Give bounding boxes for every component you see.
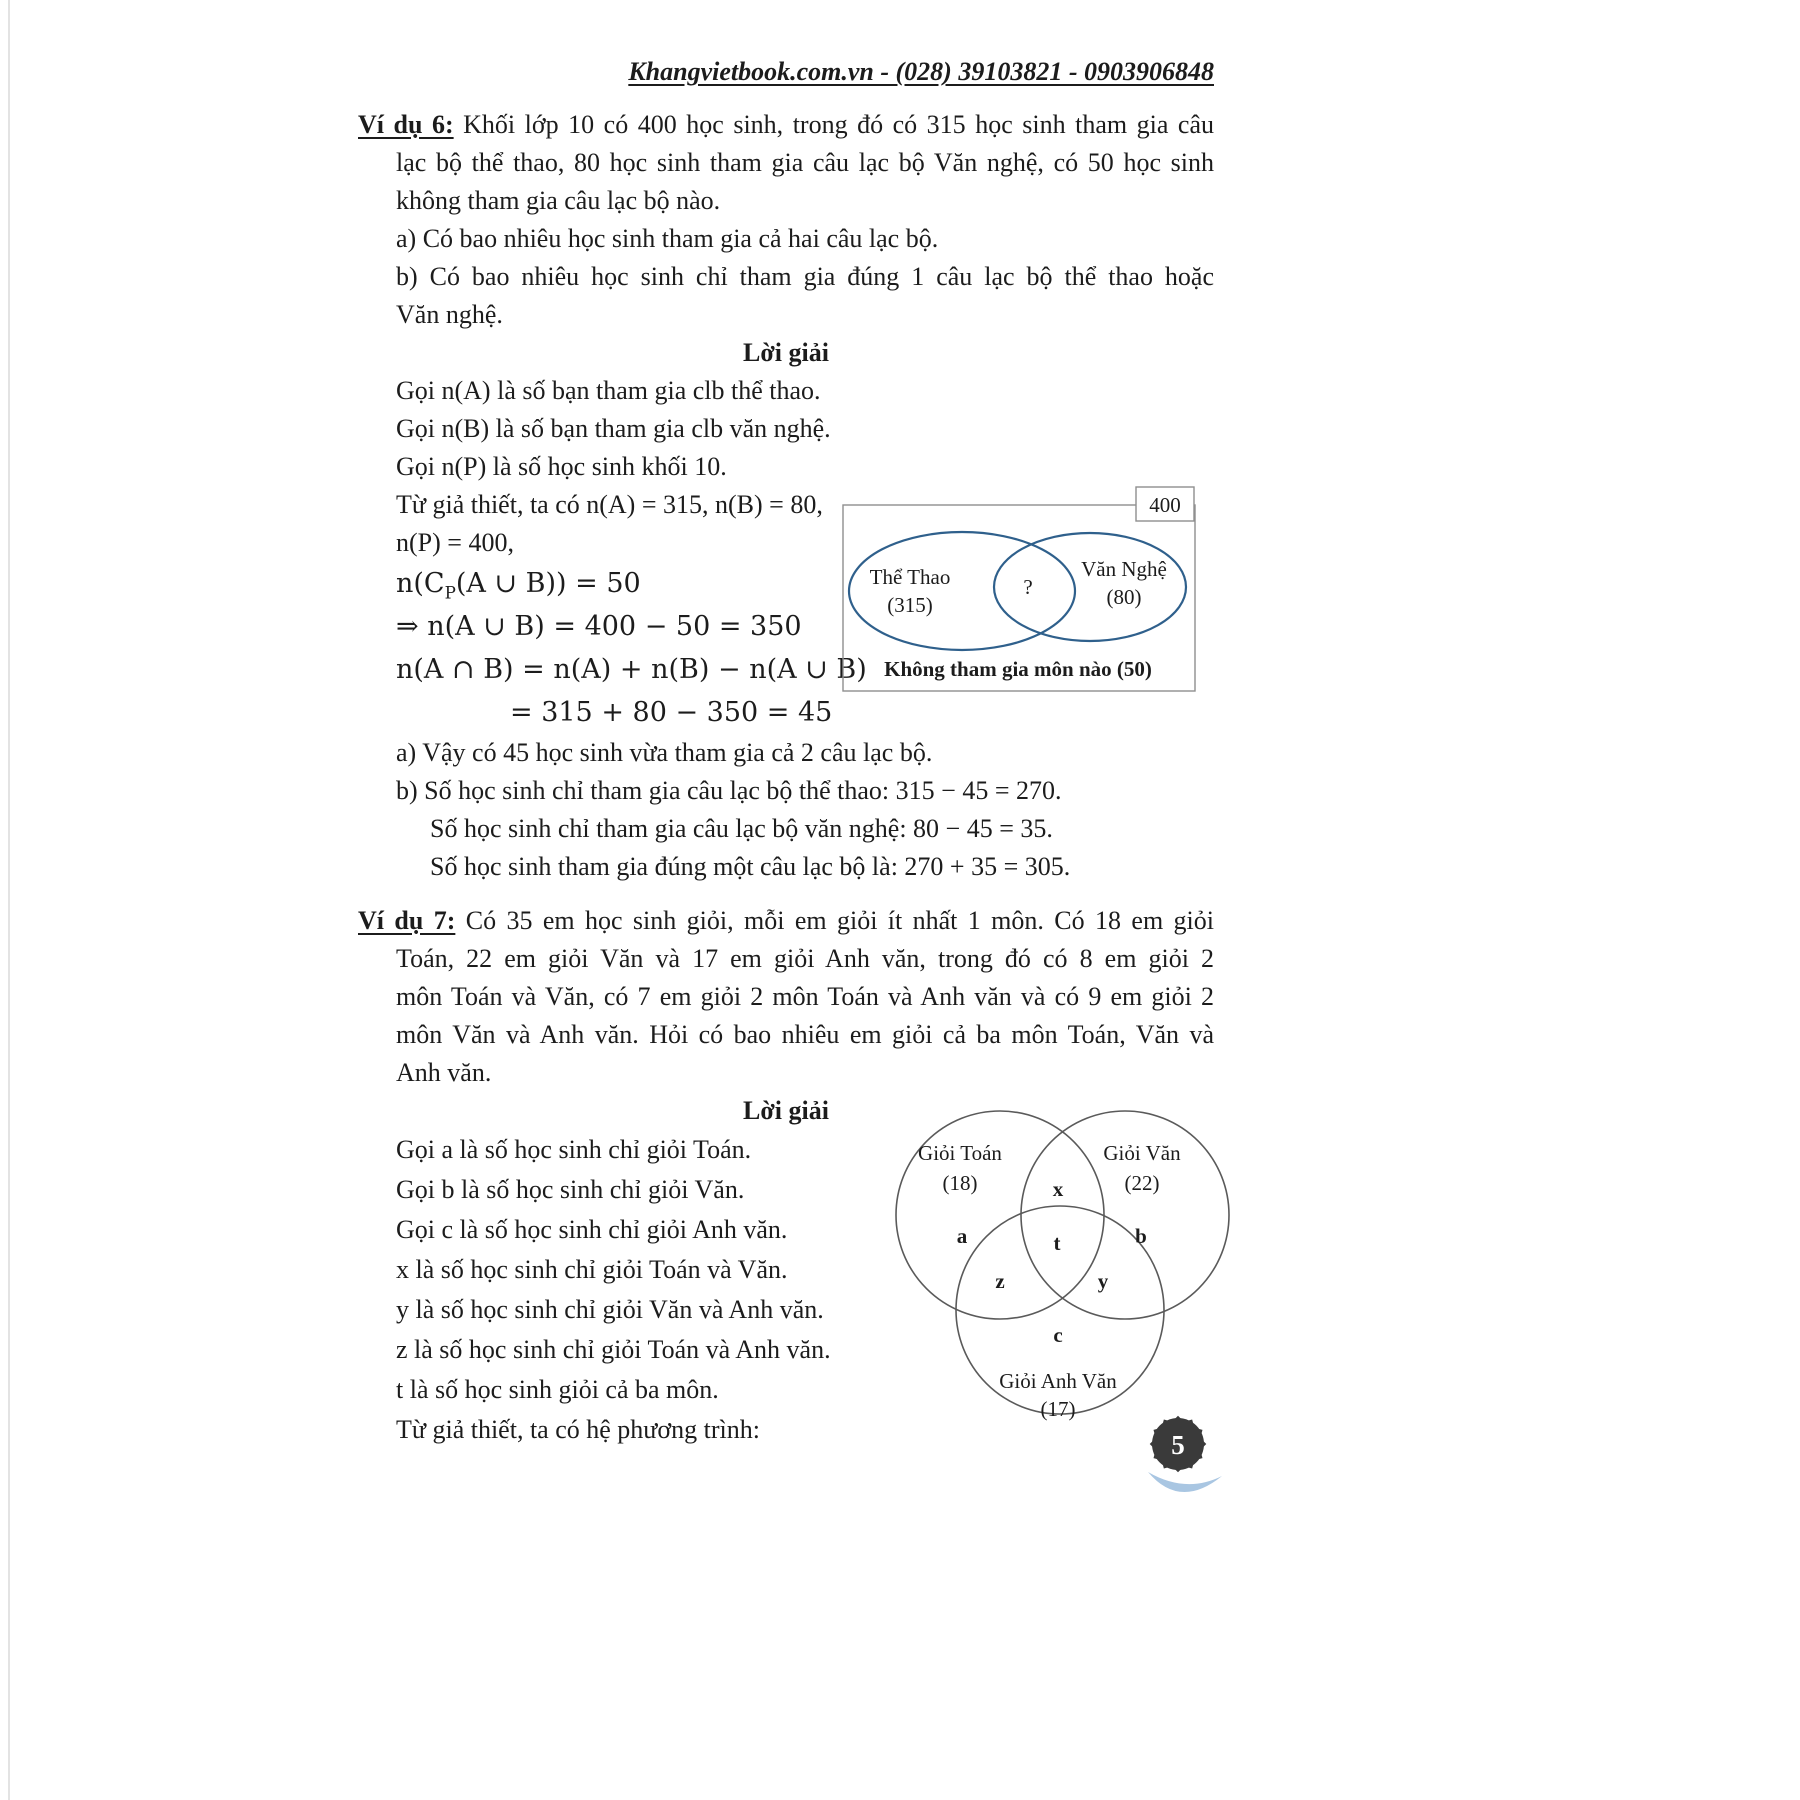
page-header <box>358 52 1214 92</box>
venn2-region-t: t <box>1053 1231 1061 1255</box>
example7-solution-line-8: Từ giả thiết, ta có hệ phương trình: <box>396 1415 760 1444</box>
example6-question-a: a) Có bao nhiêu học sinh tham gia cả hai câu lạc bộ. <box>396 224 939 253</box>
badge-swoosh <box>1148 1472 1222 1492</box>
example6-solution-line-1: Gọi n(A) là số bạn tham gia clb thể thao. <box>396 376 821 405</box>
example7-solution-line-4: x là số học sinh chỉ giỏi Toán và Văn. <box>396 1255 788 1284</box>
example6-answer-a: a) Vậy có 45 học sinh vừa tham gia cả 2 câu lạc bộ. <box>396 738 933 767</box>
page-number-badge <box>1138 1408 1234 1512</box>
venn1-sport-value: (315) <box>887 593 933 617</box>
example7-line-2: Toán, 22 em giỏi Văn và 17 em giỏi Anh văn, trong đó có 8 em giỏi 2 <box>396 944 1214 973</box>
venn2-region-b: b <box>1135 1224 1147 1248</box>
example6-question-b-2: Văn nghệ. <box>396 300 503 329</box>
example6-answer-b-1: b) Số học sinh chỉ tham gia câu lạc bộ thể thao: 315 − 45 = 270. <box>396 776 1062 805</box>
example6-answer-b-2: Số học sinh chỉ tham gia câu lạc bộ văn nghệ: 80 − 45 = 35. <box>430 814 1053 843</box>
example6-math-4: = 315 + 80 − 350 = 45 <box>510 697 833 728</box>
math1-pre: n(C <box>396 568 445 599</box>
example6-math-3: n(A ∩ B) = n(A) + n(B) − n(A ∪ B) <box>396 654 867 685</box>
example6-line-2: lạc bộ thể thao, 80 học sinh tham gia câu lạc bộ Văn nghệ, có 50 học sinh <box>396 148 1214 177</box>
venn1-total-value: 400 <box>1149 493 1181 517</box>
venn1-sport-label: Thể Thao <box>869 565 951 589</box>
venn2-literature-value: (22) <box>1124 1171 1160 1195</box>
venn2-region-a: a <box>956 1224 968 1248</box>
venn-diagram-two-sets <box>838 484 1202 696</box>
venn-diagram-three-sets <box>876 1100 1236 1432</box>
venn1-arts-label: Văn Nghệ <box>1081 557 1167 581</box>
example6-math-2: ⇒ n(A ∪ B) = 400 − 50 = 350 <box>396 611 802 642</box>
example7-solution-line-5: y là số học sinh chỉ giỏi Văn và Anh văn. <box>396 1295 824 1324</box>
example7-line-1 <box>358 902 1214 940</box>
venn1-sport-ellipse <box>849 532 1075 650</box>
venn2-region-z: z <box>995 1269 1005 1293</box>
example6-solution-line-5: n(P) = 400, <box>396 528 514 557</box>
example6-question-b-1: b) Có bao nhiêu học sinh chỉ tham gia đúng 1 câu lạc bộ thể thao hoặc <box>396 262 1214 291</box>
example7-solution-line-6: z là số học sinh chỉ giỏi Toán và Anh văn. <box>396 1335 831 1364</box>
venn2-literature-label: Giỏi Văn <box>1103 1141 1181 1165</box>
example7-line-4: môn Văn và Anh văn. Hỏi có bao nhiêu em giỏi cả ba môn Toán, Văn và <box>396 1020 1214 1049</box>
example7-solution-line-1: Gọi a là số học sinh chỉ giỏi Toán. <box>396 1135 752 1164</box>
example7-solution-line-2: Gọi b là số học sinh chỉ giỏi Văn. <box>396 1175 745 1204</box>
venn2-region-c: c <box>1053 1323 1063 1347</box>
example6-solution-line-2: Gọi n(B) là số bạn tham gia clb văn nghệ. <box>396 414 831 443</box>
example6-solution-line-4: Từ giả thiết, ta có n(A) = 315, n(B) = 80, <box>396 490 823 519</box>
page-edge-line <box>8 0 10 1800</box>
example6-answer-b-3: Số học sinh tham gia đúng một câu lạc bộ là: 270 + 35 = 305. <box>430 852 1071 881</box>
example6-solution-title: Lời giải <box>743 338 829 367</box>
math1-subscript: P <box>444 582 456 603</box>
example7-label: Ví dụ 7: <box>358 906 456 935</box>
example7-solution-line-3: Gọi c là số học sinh chỉ giỏi Anh văn. <box>396 1215 788 1244</box>
venn2-math-label: Giỏi Toán <box>918 1141 1002 1165</box>
venn2-english-value: (17) <box>1040 1397 1076 1421</box>
example7-line-5: Anh văn. <box>396 1058 492 1087</box>
example7-line-3: môn Toán và Văn, có 7 em giỏi 2 môn Toán và Anh văn và có 9 em giỏi 2 <box>396 982 1214 1011</box>
venn1-arts-value: (80) <box>1106 585 1142 609</box>
math1-post: (A ∪ B)) = 50 <box>455 568 641 599</box>
venn2-region-x: x <box>1052 1177 1064 1201</box>
example7-line-1-text: Có 35 em học sinh giỏi, mỗi em giỏi ít nhất 1 môn. Có 18 em giỏi <box>455 906 1214 935</box>
example7-solution-line-7: t là số học sinh giỏi cả ba môn. <box>396 1375 719 1404</box>
example6-line-1 <box>358 106 1214 144</box>
example6-line-1-text: Khối lớp 10 có 400 học sinh, trong đó có 315 học sinh tham gia câu <box>453 110 1215 139</box>
example6-solution-line-3: Gọi n(P) là số học sinh khối 10. <box>396 452 727 481</box>
venn2-english-label: Giỏi Anh Văn <box>999 1369 1117 1393</box>
example7-solution-title: Lời giải <box>743 1096 829 1125</box>
example6-label: Ví dụ 6: <box>358 110 454 139</box>
section-gap <box>358 886 1214 902</box>
venn2-math-value: (18) <box>942 1171 978 1195</box>
page-number: 5 <box>1171 1430 1185 1460</box>
example6-line-3: không tham gia câu lạc bộ nào. <box>396 186 721 215</box>
venn1-intersection-label: ? <box>1023 575 1033 599</box>
venn2-region-y: y <box>1097 1269 1109 1293</box>
venn1-outside-label: Không tham gia môn nào (50) <box>884 657 1152 681</box>
header-text: Khangvietbook.com.vn - (028) 39103821 - 0903906848 <box>628 57 1214 86</box>
